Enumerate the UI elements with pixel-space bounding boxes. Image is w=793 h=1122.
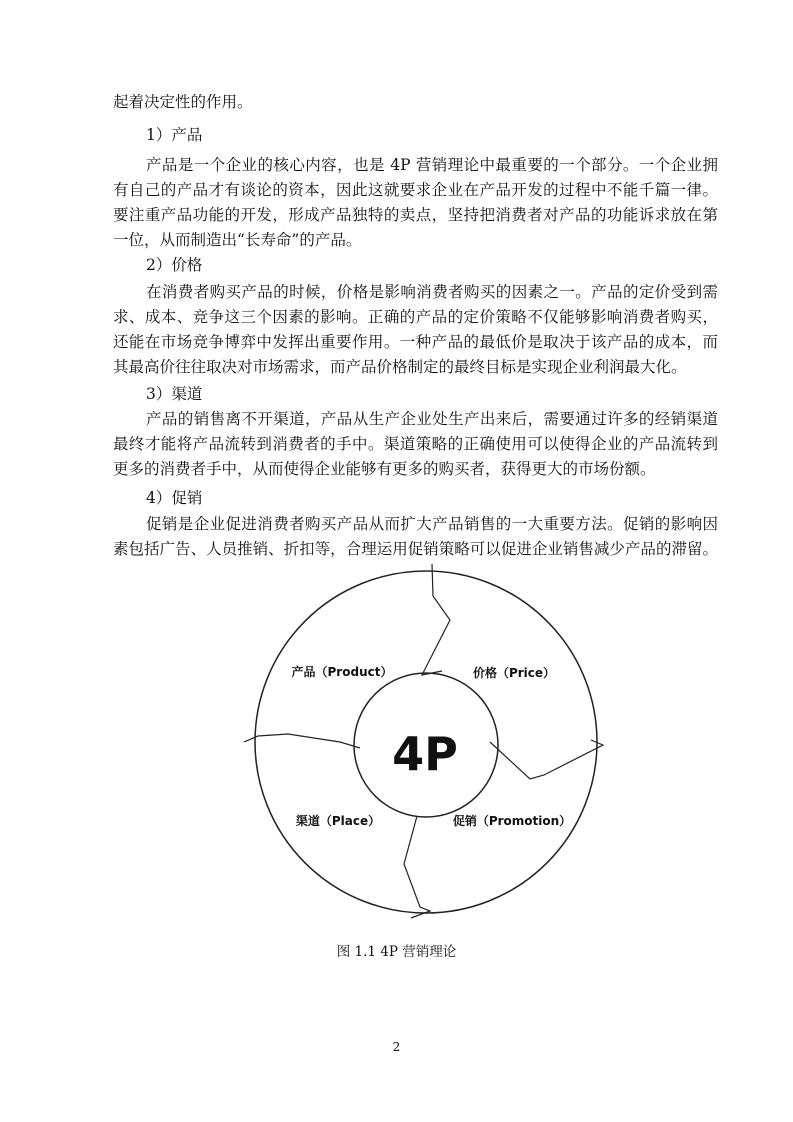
section-heading-promotion: 4）促销 bbox=[146, 489, 203, 507]
paragraph-line: 一位，从而制造出“长寿命”的产品。 bbox=[113, 231, 362, 249]
arrow-divider-bottom bbox=[404, 816, 430, 918]
paragraph-line: 更多的消费者手中，从而使得企业能够有更多的购买者，获得更大的市场份额。 bbox=[113, 460, 656, 478]
paragraph-line: 其最高价往往取决对市场需求，而产品价格制定的最终目标是实现企业利润最大化。 bbox=[113, 358, 687, 376]
arrow-divider-top bbox=[422, 564, 450, 675]
section-heading-price: 2）价格 bbox=[146, 256, 203, 274]
paragraph-line: 促销是企业促进消费者购买产品从而扩大产品销售的一大重要方法。促销的影响因 bbox=[146, 515, 718, 533]
arrow-divider-right bbox=[490, 740, 603, 779]
quadrant-label-promotion: 促销（Promotion） bbox=[452, 814, 572, 828]
paragraph-line: 素包括广告、人员推销、折扣等，合理运用促销策略可以促进企业销售减少产品的滞留。 bbox=[113, 540, 718, 558]
quadrant-label-product: 产品（Product） bbox=[291, 665, 393, 679]
section-heading-place: 3）渠道 bbox=[146, 385, 203, 403]
paragraph-line: 还能在市场竞争博弈中发挥出重要作用。一种产品的最低价是取决于该产品的成本，而 bbox=[113, 333, 718, 351]
paragraph-line: 最终才能将产品流转到消费者的手中。渠道策略的正确使用可以使得企业的产品流转到 bbox=[113, 435, 718, 453]
paragraph-line: 有自己的产品才有谈论的资本，因此这就要求企业在产品开发的过程中不能千篇一律。 bbox=[113, 181, 718, 199]
arrow-divider-left bbox=[244, 734, 360, 748]
paragraph-line: 求、成本、竞争这三个因素的影响。正确的产品的定价策略不仅能够影响消费者购买， bbox=[113, 308, 718, 326]
paragraph-line: 产品是一个企业的核心内容，也是 4P 营销理论中最重要的一个部分。一个企业拥 bbox=[146, 156, 718, 174]
paragraph-line: 产品的销售离不开渠道，产品从生产企业处生产出来后，需要通过许多的经销渠道 bbox=[146, 410, 718, 428]
quadrant-label-place: 渠道（Place） bbox=[295, 814, 381, 828]
paragraph-line: 起着决定性的作用。 bbox=[113, 93, 253, 111]
4p-cycle-diagram bbox=[236, 562, 616, 922]
paragraph-line: 要注重产品功能的开发，形成产品独特的卖点，坚持把消费者对产品的功能诉求放在第 bbox=[113, 206, 718, 224]
quadrant-label-price: 价格（Price） bbox=[472, 666, 556, 680]
figure-caption: 图 1.1 4P 营销理论 bbox=[336, 944, 457, 960]
page-number: 2 bbox=[392, 1040, 401, 1054]
center-label: 4P bbox=[392, 727, 458, 781]
paragraph-line: 在消费者购买产品的时候，价格是影响消费者购买的因素之一。产品的定价受到需 bbox=[146, 283, 718, 301]
section-heading-product: 1）产品 bbox=[146, 126, 203, 144]
